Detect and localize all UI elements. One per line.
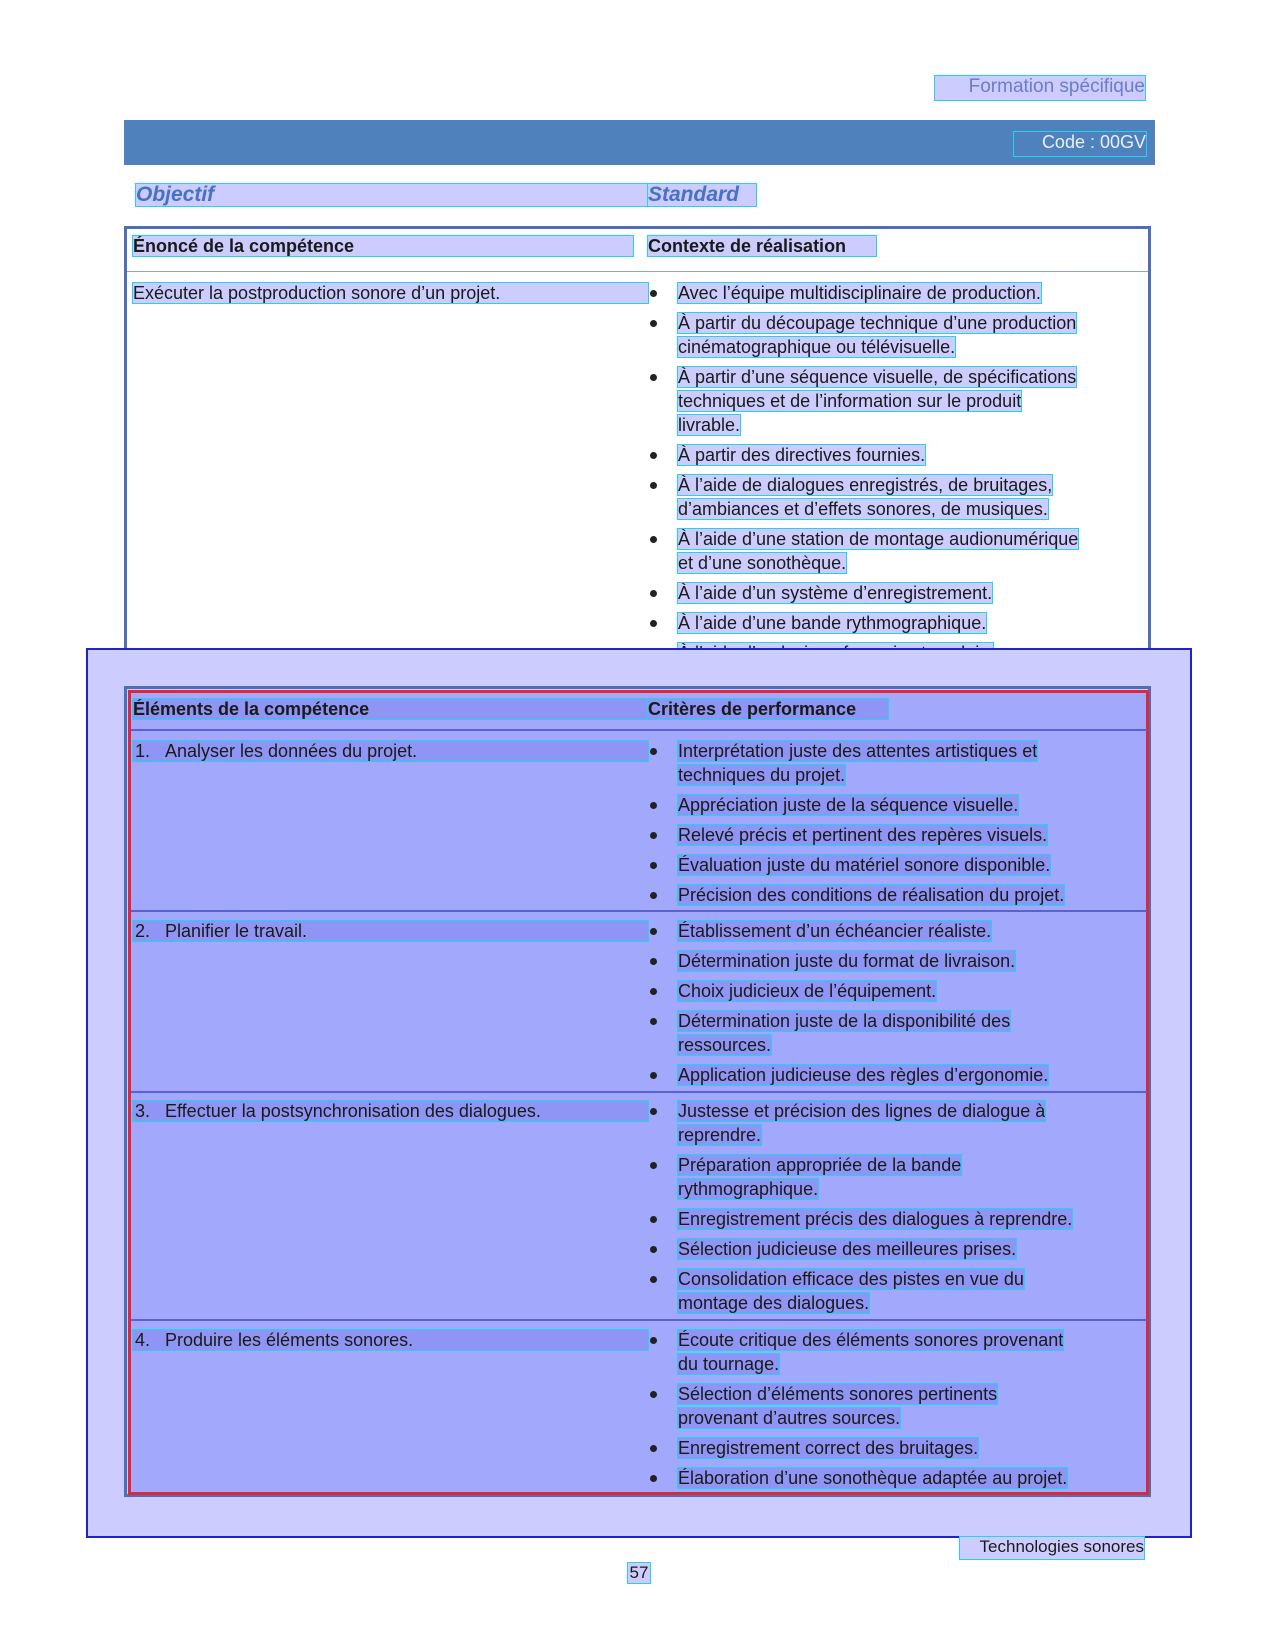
list-item-text: Avec l’équipe multidisciplinaire de production. <box>678 283 1041 303</box>
list-item-text: techniques et de l’information sur le produit <box>678 391 1022 411</box>
bullet-icon <box>650 1216 657 1223</box>
bullet-icon <box>650 1337 657 1344</box>
list-item-text: montage des dialogues. <box>678 1293 870 1313</box>
list-item-text: Précision des conditions de réalisation du projet. <box>678 885 1065 905</box>
page-number: 57 <box>629 1563 649 1582</box>
list-item-text: Sélection d’éléments sonores pertinents <box>678 1384 998 1404</box>
contexte-header: Contexte de réalisation <box>648 236 876 256</box>
bullet-icon <box>650 1072 657 1079</box>
list-item-text: Choix judicieux de l’équipement. <box>678 981 937 1001</box>
code-label: Code : 00GV <box>1014 132 1146 156</box>
element-row-2 <box>133 921 648 941</box>
competence-statement: Exécuter la postproduction sonore d’un projet. <box>133 283 648 303</box>
bullet-icon <box>650 1475 657 1482</box>
bullet-icon <box>650 482 657 489</box>
list-item-text: ressources. <box>678 1035 772 1055</box>
element-row-3 <box>133 1101 648 1121</box>
list-item-text: À l’aide de dialogues enregistrés, de bruitages, <box>678 475 1053 495</box>
bullet-icon <box>650 832 657 839</box>
element-label: Planifier le travail. <box>165 921 308 941</box>
criteres-header: Critères de performance <box>648 699 888 719</box>
bullet-icon <box>650 1391 657 1398</box>
list-item-text: Élaboration d’une sonothèque adaptée au projet. <box>678 1468 1068 1488</box>
competence-header: Énoncé de la compétence <box>133 236 633 256</box>
bullet-icon <box>650 290 657 297</box>
bullet-icon <box>650 1018 657 1025</box>
list-item-text: et d’une sonothèque. <box>678 553 847 573</box>
bullet-icon <box>650 590 657 597</box>
table-divider <box>131 1091 1147 1093</box>
table-divider <box>127 271 1148 272</box>
list-item-text: À partir des directives fournies. <box>678 445 926 465</box>
bullet-icon <box>650 748 657 755</box>
list-item-text: À l’aide d’une station de montage audionumérique <box>678 529 1079 549</box>
list-item-text: Enregistrement précis des dialogues à reprendre. <box>678 1209 1073 1229</box>
element-row-1 <box>133 741 648 761</box>
element-label: Analyser les données du projet. <box>165 741 418 761</box>
bullet-icon <box>650 958 657 965</box>
table-divider <box>131 1319 1147 1321</box>
element-label: Effectuer la postsynchronisation des dialogues. <box>165 1101 541 1121</box>
list-item-text: À l’aide d’un système d’enregistrement. <box>678 583 993 603</box>
list-item-text: Interprétation juste des attentes artistiques et <box>678 741 1038 761</box>
list-item-text: cinématographique ou télévisuelle. <box>678 337 956 357</box>
list-item-text: À partir d’une séquence visuelle, de spécifications <box>678 367 1077 387</box>
list-item-text: Établissement d’un échéancier réaliste. <box>678 921 992 941</box>
list-item-text: Enregistrement correct des bruitages. <box>678 1438 979 1458</box>
bullet-icon <box>650 320 657 327</box>
list-item-text: Justesse et précision des lignes de dialogue à <box>678 1101 1046 1121</box>
list-item-text: livrable. <box>678 415 741 435</box>
element-number: 3. <box>135 1101 151 1121</box>
bullet-icon <box>650 862 657 869</box>
element-number: 4. <box>135 1330 151 1350</box>
objectif-heading: Objectif <box>136 184 647 206</box>
bullet-icon <box>650 374 657 381</box>
list-item-text: Préparation appropriée de la bande <box>678 1155 962 1175</box>
standard-heading: Standard <box>648 184 756 206</box>
bullet-icon <box>650 1162 657 1169</box>
list-item-text: du tournage. <box>678 1354 780 1374</box>
list-item-text: Appréciation juste de la séquence visuelle. <box>678 795 1019 815</box>
element-row-4 <box>133 1330 648 1350</box>
element-number: 2. <box>135 921 151 941</box>
elements-header: Éléments de la compétence <box>133 699 648 719</box>
list-item-text: rythmographique. <box>678 1179 819 1199</box>
list-item-text: À l’aide d’une bande rythmographique. <box>678 613 987 633</box>
list-item-text: Écoute critique des éléments sonores provenant <box>678 1330 1064 1350</box>
bullet-icon <box>650 536 657 543</box>
list-item-text: Détermination juste du format de livraison. <box>678 951 1016 971</box>
list-item-text: Détermination juste de la disponibilité des <box>678 1011 1011 1031</box>
element-number: 1. <box>135 741 151 761</box>
bullet-icon <box>650 1108 657 1115</box>
list-item-text: provenant d’autres sources. <box>678 1408 901 1428</box>
bullet-icon <box>650 452 657 459</box>
list-item-text: Relevé précis et pertinent des repères visuels. <box>678 825 1048 845</box>
bullet-icon <box>650 1445 657 1452</box>
bullet-icon <box>650 928 657 935</box>
bullet-icon <box>650 988 657 995</box>
list-item-text: techniques du projet. <box>678 765 846 785</box>
bullet-icon <box>650 802 657 809</box>
footer-title: Technologies sonores <box>960 1537 1144 1559</box>
list-item-text: À partir du découpage technique d’une production <box>678 313 1077 333</box>
bullet-icon <box>650 1276 657 1283</box>
list-item-text: d’ambiances et d’effets sonores, de musiques. <box>678 499 1048 519</box>
list-item-text: Sélection judicieuse des meilleures prises. <box>678 1239 1017 1259</box>
element-label: Produire les éléments sonores. <box>165 1330 414 1350</box>
bullet-icon <box>650 1246 657 1253</box>
table-divider <box>131 729 1147 731</box>
list-item-text: reprendre. <box>678 1125 762 1145</box>
table-divider <box>131 910 1147 912</box>
section-label: Formation spécifique <box>935 76 1145 100</box>
bullet-icon <box>650 892 657 899</box>
list-item-text: Application judicieuse des règles d’ergonomie. <box>678 1065 1049 1085</box>
code-banner <box>124 120 1155 165</box>
bullet-icon <box>650 620 657 627</box>
list-item-text: Consolidation efficace des pistes en vue du <box>678 1269 1024 1289</box>
list-item-text: Évaluation juste du matériel sonore disponible. <box>678 855 1051 875</box>
